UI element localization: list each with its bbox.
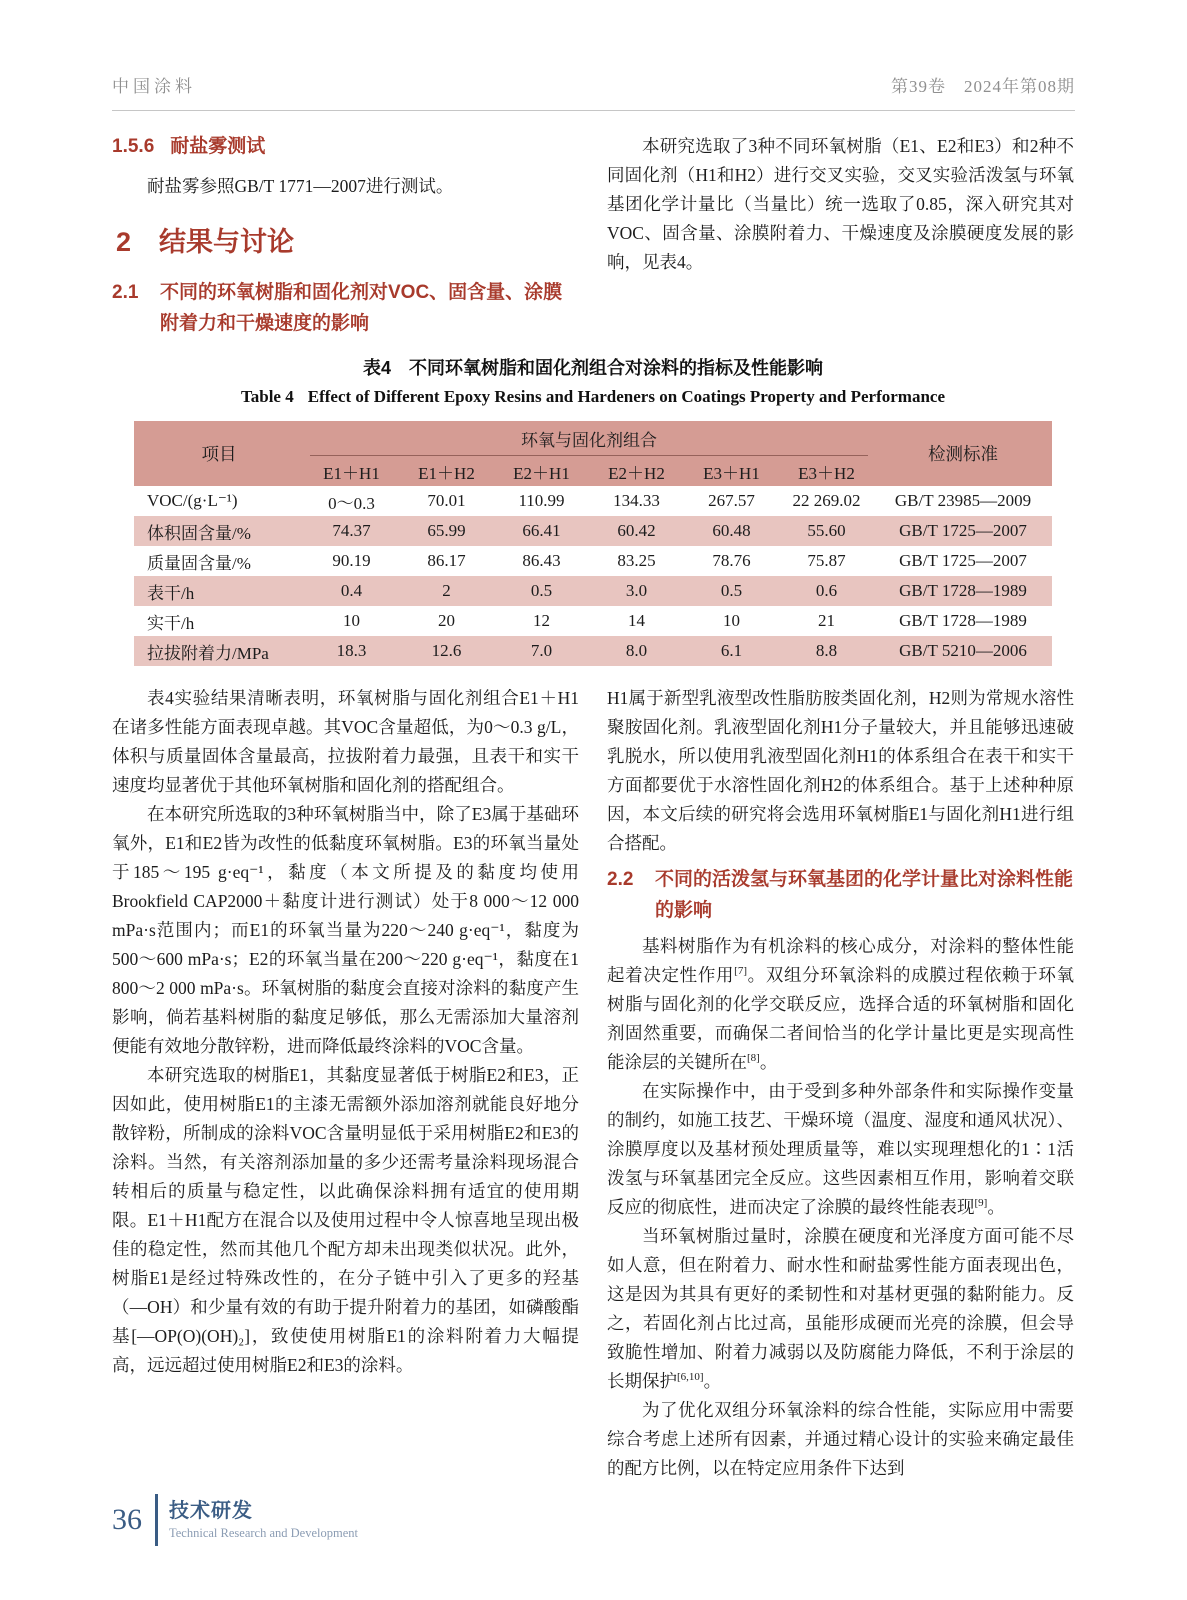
paragraph [607, 932, 1074, 1077]
cell-value: 22 269.02 [792, 491, 861, 510]
section-number: 2 [116, 227, 132, 257]
paragraph: 本研究选取的树脂E1，其黏度显著低于树脂E2和E3，正因如此，使用树脂E1的主漆无需额外添加溶剂就能良好地分散锌粉，所制成的涂料VOC含量明显低于采用树脂E2和E3的涂料。当然，有关溶剂添加量的多少还需考量涂料现场混合转相后的质量与稳定性，以此确保涂料拥有适宜的使用期限。E1＋H1配方在混合以及使用过程中令人惊喜地呈现出极佳的稳定性，然而其他几个配方却未出现类似状况。此外，树脂E1是经过特殊改性的，在分子链中引入了更多的羟基（—OH）和少量有效的有助于提升附着力的基团，如磷酸酯基[—OP(O)(OH)₂]，致使使用树脂E1的涂料附着力大幅提高，远远超过使用树脂E2和E3的涂料。 [112, 1065, 579, 1375]
cell-value: 18.3 [336, 641, 367, 660]
cell-value: 70.01 [427, 491, 466, 510]
combo-header: E1＋H1 [304, 456, 399, 486]
intro-right-column [607, 126, 1074, 339]
cell-value: 0.5 [530, 581, 553, 600]
row-standard: GB/T 1728—1989 [899, 581, 1027, 600]
section-number: 1.5.6 [112, 136, 155, 157]
cell-value: 74.37 [332, 521, 371, 540]
paragraph-text: 当环氧树脂过量时，涂膜在硬度和光泽度方面可能不尽如人意，但在附着力、耐水性和耐盐雾性能方面表现出色，这是因为其具有更好的柔韧性和对基材更强的黏附能力。反之，若固化剂占比过高，虽能形成硬而光亮的涂膜，但会导致脆性增加、附着力减弱以及防腐能力降低，不利于涂层的长期保护 [607, 1226, 1074, 1391]
cell-value: 10 [343, 611, 360, 630]
cell-value: 10 [723, 611, 740, 630]
combo-header: E2＋H2 [589, 456, 684, 486]
table-body [134, 486, 1052, 666]
row-standard: GB/T 1725—2007 [899, 551, 1027, 570]
row-standard: GB/T 1728—1989 [899, 611, 1027, 630]
section-1-5-6-body: 耐盐雾参照GB/T 1771—2007进行测试。 [147, 176, 454, 196]
combo-header: E3＋H1 [684, 456, 779, 486]
cell-value: 3.0 [625, 581, 648, 600]
section-number: 2.2 [607, 869, 634, 890]
table-block [112, 355, 1074, 666]
section-title: 结果与讨论 [159, 227, 295, 257]
cell-value: 20 [438, 611, 455, 630]
table-row [134, 576, 1052, 606]
combo-header: E1＋H2 [399, 456, 494, 486]
paragraph-text: 在实际操作中，由于受到多种外部条件和实际操作变量的制约，如施工技艺、干燥环境（温度、湿度和通风状况）、涂膜厚度以及基材预处理质量等，难以实现理想化的1∶1活泼氢与环氧基团完全反应。这些因素相互作用，影响着交联反应的彻底性，进而决定了涂膜的最终性能表现 [607, 1081, 1074, 1217]
row-label: 质量固含量/% [147, 553, 251, 573]
cell-value: 134.33 [613, 491, 660, 510]
paragraph: H1属于新型乳液型改性脂肪胺类固化剂，H2则为常规水溶性聚胺固化剂。乳液型固化剂H1分子量较大，并且能够迅速破乳脱水，所以使用乳液型固化剂H1的体系组合在表干和实干方面都要优于水溶性固化剂H2的体系组合。基于上述种种原因，本文后续的研究将会选用环氧树脂E1与固化剂H1进行组合搭配。 [607, 688, 1074, 853]
cell-value: 60.48 [712, 521, 751, 540]
paragraph-text: 基料树脂作为有机涂料的核心成分，对涂料的整体性能起着决定性作用 [607, 936, 1074, 985]
cell-value: 14 [628, 611, 645, 630]
section-heading-2 [116, 225, 579, 259]
paragraph: 表4实验结果清晰表明，环氧树脂与固化剂组合E1＋H1在诸多性能方面表现卓越。其VOC含量超低，为0～0.3 g/L，体积与质量固体含量最高，拉拔附着力最强，且表干和实干速度均显著优于其他环氧树脂和固化剂的搭配组合。 [112, 688, 579, 795]
cell-value: 86.43 [522, 551, 561, 570]
cell-value: 8.8 [815, 641, 838, 660]
column-header-item: 项目 [134, 421, 304, 486]
footer-divider [155, 1494, 158, 1546]
cell-value: 0.5 [720, 581, 743, 600]
table-number-en: Table 4 [240, 387, 294, 406]
row-label: 拉拔附着力/MPa [147, 643, 269, 663]
journal-title: 中国涂料 [112, 77, 196, 96]
cell-value: 83.25 [617, 551, 656, 570]
cell-value: 267.57 [708, 491, 755, 510]
cell-value: 65.99 [427, 521, 466, 540]
footnote-ref: [8] [747, 1052, 760, 1065]
cell-value: 0.4 [340, 581, 363, 600]
column-header-group [304, 421, 874, 456]
cell-value: 12.6 [431, 641, 462, 660]
section-title: 不同的活泼氢与环氧基团的化学计量比对涂料性能的影响 [655, 869, 1074, 921]
combo-header: E3＋H2 [779, 456, 874, 486]
paragraph [607, 1077, 1074, 1222]
cell-value: 110.99 [518, 491, 565, 510]
row-label: 体积固含量/% [147, 523, 251, 543]
table-caption-en: Effect of Different Epoxy Resins and Hardeners on Coatings Property and Performance [307, 387, 946, 406]
group-underline [310, 455, 868, 456]
section-title: 不同的环氧树脂和固化剂对VOC、固含量、涂膜附着力和干燥速度的影响 [160, 282, 563, 334]
paragraph: 在本研究所选取的3种环氧树脂当中，除了E3属于基础环氧外，E1和E2皆为改性的低黏度环氧树脂。E3的环氧当量处于185～195 g·eq⁻¹，黏度（本文所提及的黏度均使用Brookfield CAP2000＋黏度计进行测试）处于8 000～12 000 mPa·s范围内；而E1的环氧当量为220～240 g·eq⁻¹，黏度为500～600 mPa·s；E2的环氧当量在200～220 g·eq⁻¹，黏度在1 800～2 000 mPa·s。环氧树脂的黏度会直接对涂料的黏度产生影响，倘若基料树脂的黏度足够低，那么无需添加大量溶剂便能有效地分散锌粉，进而降低最终涂料的VOC含量。 [112, 804, 579, 1056]
section-heading-2-1 [112, 277, 579, 339]
cell-value: 8.0 [625, 641, 648, 660]
section-heading-1-5-6 [112, 134, 579, 160]
section-title: 耐盐雾测试 [170, 136, 266, 157]
footer-section-zh: 技术研发 [169, 1500, 253, 1522]
row-label: VOC/(g·L⁻¹) [147, 491, 238, 510]
paragraph [607, 1222, 1074, 1396]
row-standard: GB/T 5210—2006 [899, 641, 1027, 660]
cell-value: 86.17 [427, 551, 466, 570]
table-row [134, 546, 1052, 576]
paragraph-text: 。 [759, 1052, 778, 1072]
row-label: 实干/h [147, 613, 195, 633]
cell-value: 21 [818, 611, 835, 630]
body-columns [112, 684, 1074, 1483]
table-caption-zh: 不同环氧树脂和固化剂组合对涂料的指标及性能影响 [409, 358, 823, 378]
section-heading-2-2 [607, 864, 1074, 926]
page-content [112, 126, 1074, 1483]
results-table [134, 421, 1052, 666]
cell-value: 0～0.3 [328, 493, 375, 513]
intro-paragraph: 本研究选取了3种不同环氧树脂（E1、E2和E3）和2种不同固化剂（H1和H2）进行交叉实验，交叉实验活泼氢与环氧基团化学计量比（当量比）统一选取了0.85，深入研究其对VOC、固含量、涂膜附着力、干燥速度及涂膜硬度发展的影响，见表4。 [607, 136, 1074, 272]
paragraph: 为了优化双组分环氧涂料的综合性能，实际应用中需要综合考虑上述所有因素，并通过精心设计的实验来确定最佳的配方比例，以在特定应用条件下达到 [607, 1400, 1074, 1478]
cell-value: 66.41 [522, 521, 561, 540]
footnote-ref: [9] [974, 1197, 988, 1210]
body-left-column [112, 684, 579, 1483]
row-label: 表干/h [147, 583, 195, 603]
paragraph-text: 。 [987, 1197, 1005, 1217]
table-row [134, 486, 1052, 516]
row-standard: GB/T 23985—2009 [894, 491, 1032, 510]
cell-value: 75.87 [807, 551, 846, 570]
cell-value: 55.60 [807, 521, 846, 540]
section-number: 2.1 [112, 282, 139, 303]
cell-value: 90.19 [332, 551, 371, 570]
intro-columns [112, 126, 1074, 339]
running-head [112, 72, 1075, 111]
cell-value: 60.42 [617, 521, 656, 540]
issue-info: 第39卷 2024年第08期 [891, 77, 1075, 96]
row-standard: GB/T 1725—2007 [899, 521, 1027, 540]
table-row [134, 606, 1052, 636]
page-number: 36 [112, 1503, 142, 1536]
paragraph-text: 。 [703, 1371, 722, 1391]
body-right-column [607, 684, 1074, 1483]
table-head [134, 421, 1052, 486]
cell-value: 7.0 [530, 641, 553, 660]
footnote-ref: [7] [734, 965, 747, 978]
cell-value: 6.1 [720, 641, 743, 660]
combo-header: E2＋H1 [494, 456, 589, 486]
footer-section-en: Technical Research and Development [169, 1526, 358, 1540]
intro-left-column [112, 126, 579, 339]
page-footer [112, 1494, 358, 1546]
table-row [134, 636, 1052, 666]
cell-value: 12 [533, 611, 550, 630]
cell-value: 78.76 [712, 551, 751, 570]
table-title-en [112, 385, 1074, 409]
footer-labels [169, 1494, 358, 1546]
cell-value: 2 [442, 581, 451, 600]
column-header-standard: 检测标准 [874, 421, 1052, 486]
table-row [134, 516, 1052, 546]
footnote-ref: [6,10] [677, 1371, 704, 1384]
table-title-zh [112, 355, 1074, 381]
cell-value: 0.6 [815, 581, 838, 600]
group-label: 环氧与固化剂组合 [521, 431, 657, 450]
table-number-zh: 表4 [362, 358, 391, 378]
paragraph-text: 。双组分环氧涂料的成膜过程依赖于环氧树脂与固化剂的化学交联反应，选择合适的环氧树脂和固化剂固然重要，而确保二者间恰当的化学计量比更是实现高性能涂层的关键所在 [607, 965, 1075, 1072]
